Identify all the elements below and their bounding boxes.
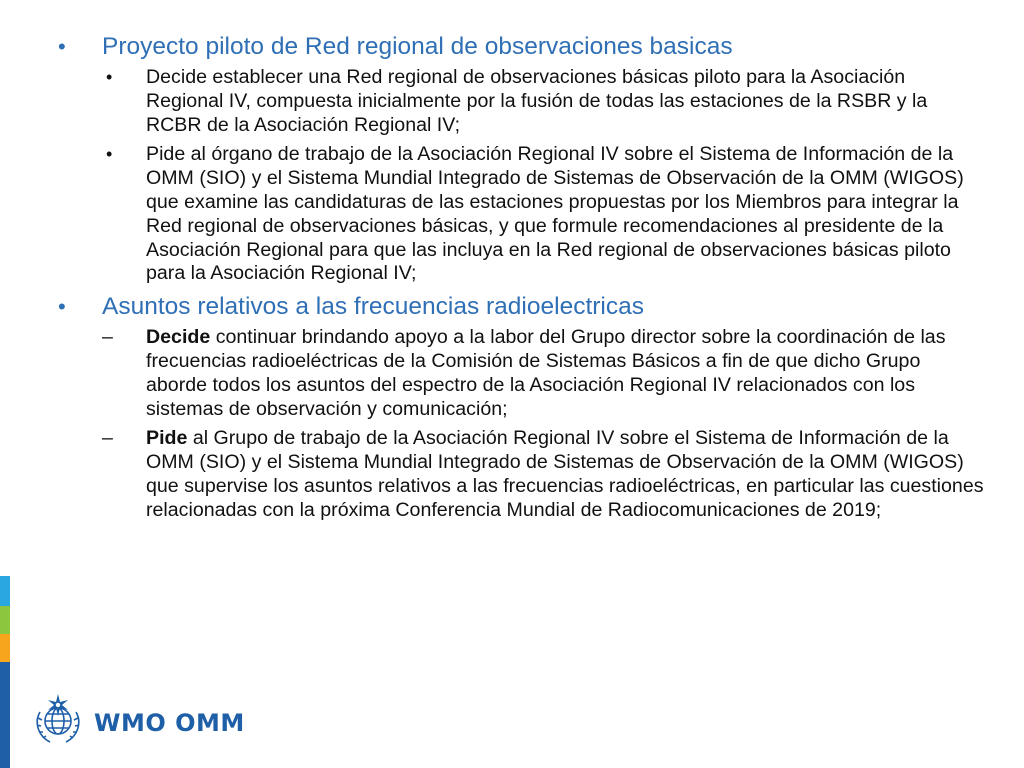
logo-text: WMO OMM	[94, 709, 245, 737]
list-item-text: al Grupo de trabajo de la Asociación Regional IV sobre el Sistema de Información de la OMM (SIO) y el Sistema Mundial Integrado de Sistemas de Observación de la OMM (WIGOS) que supervise los asuntos relativos a las frecuencias radioeléctricas, en particular las cuestiones relacionadas con la próxima Conferencia Mundial de Radiocomunicaciones de 2019;	[146, 427, 984, 521]
color-stripe-blue	[0, 662, 10, 768]
list-item-lead: Pide	[146, 427, 188, 450]
color-stripe-cyan	[0, 576, 10, 606]
list-item-lead: Decide	[146, 326, 211, 349]
list-item	[56, 66, 986, 137]
list-item	[56, 326, 986, 421]
color-stripe-green	[0, 606, 10, 634]
bullet-icon: •	[106, 67, 113, 87]
list-item	[56, 427, 986, 522]
color-stripe-orange	[0, 634, 10, 662]
section-heading-text: Proyecto piloto de Red regional de observaciones basicas	[102, 33, 733, 60]
dash-bullet-icon: –	[102, 326, 113, 349]
dash-bullet-icon: –	[102, 427, 113, 450]
bullet-icon: •	[58, 34, 66, 59]
list-item-text: Decide establecer una Red regional de observaciones básicas piloto para la Asociación Regional IV, compuesta inicialmente por la fusión de todas las estaciones de la RSBR y la RCBR de la Asociación Regional IV;	[146, 66, 928, 136]
list-item	[56, 143, 986, 286]
section-heading-basic-network	[56, 32, 986, 62]
wmo-emblem-icon	[28, 690, 88, 750]
bullet-icon: •	[106, 144, 113, 165]
section-heading-radio-frequencies	[56, 292, 986, 322]
list-item-text: Pide al órgano de trabajo de la Asociación Regional IV sobre el Sistema de Información de la OMM (SIO) y el Sistema Mundial Integrado de Sistemas de Observación de la OMM (WIGOS) que examine las candidaturas de las estaciones propuestas por los Miembros para integrar la Red regional de observaciones básicas, y que formule recomendaciones al presidente de la Asociación Regional para que las incluya en la Red regional de observaciones básicas piloto para la Asociación Regional IV;	[146, 143, 964, 285]
list-item-text: continuar brindando apoyo a la labor del Grupo director sobre la coordinación de las frecuencias radioeléctricas de la Comisión de Sistemas Básicos a fin de que dicho Grupo aborde todos los asuntos del espectro de la Asociación Regional IV relacionados con los sistemas de observación y comunicación;	[146, 326, 946, 420]
section-heading-text: Asuntos relativos a las frecuencias radioelectricas	[102, 293, 644, 321]
bullet-icon: •	[58, 294, 66, 320]
slide-content	[56, 32, 986, 529]
